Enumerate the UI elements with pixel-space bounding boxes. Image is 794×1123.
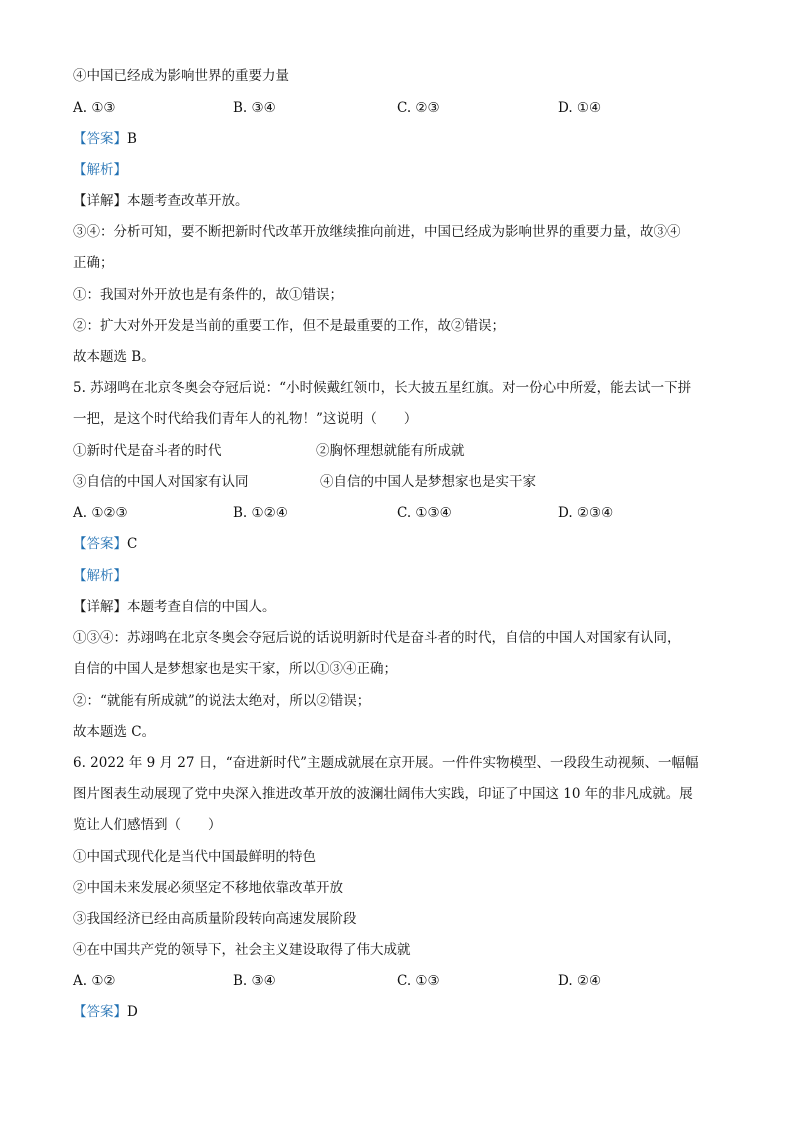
q5-item-4: ④自信的中国人是梦想家也是实干家 — [320, 474, 536, 490]
q4-detail: 【详解】本题考查改革开放。 — [73, 193, 249, 209]
answer-tag: 【答案】 — [73, 1004, 127, 1020]
answer-value: D — [127, 1004, 138, 1020]
q6-option-c: C. ①③ — [397, 973, 440, 989]
q6-item-2: ②中国未来发展必须坚定不移地依靠改革开放 — [73, 880, 343, 896]
q4-option-d: D. ①④ — [558, 100, 602, 116]
q5-answer — [73, 535, 137, 553]
q4-explanation-1b: 正确； — [73, 255, 114, 271]
q5-option-b: B. ①②④ — [233, 505, 288, 521]
q5-option-a: A. ①②③ — [73, 505, 128, 521]
q5-stem-1: 5. 苏翊鸣在北京冬奥会夺冠后说：“小时候戴红领巾，长大披五星红旗。对一份心中所爱，能去试一下拼 — [73, 380, 692, 396]
q5-detail: 【详解】本题考查自信的中国人。 — [73, 599, 276, 615]
q4-option-c: C. ②③ — [397, 100, 440, 116]
answer-tag: 【答案】 — [73, 536, 127, 552]
answer-value: C — [127, 536, 138, 552]
q4-answer — [73, 130, 137, 148]
answer-tag: 【答案】 — [73, 131, 127, 147]
q6-answer — [73, 1003, 138, 1021]
q6-stem-2: 图片图表生动展现了党中央深入推进改革开放的波澜壮阔伟大实践，印证了中国这 10 年的非凡成就。展 — [73, 786, 693, 802]
q5-option-d: D. ②③④ — [558, 505, 614, 521]
q4-option-a: A. ①③ — [73, 100, 116, 116]
answer-value: B — [127, 131, 137, 147]
q5-explanation-1a: ①③④：苏翊鸣在北京冬奥会夺冠后说的话说明新时代是奋斗者的时代，自信的中国人对国家有认同， — [73, 630, 681, 646]
q5-explanation-2: ②：“就能有所成就”的说法太绝对，所以②错误； — [73, 693, 371, 709]
q6-item-1: ①中国式现代化是当代中国最鲜明的特色 — [73, 849, 316, 865]
q4-conclusion: 故本题选 B。 — [73, 349, 155, 365]
q4-explanation-2: ①：我国对外开放也是有条件的，故①错误； — [73, 287, 343, 303]
q4-analysis-tag: 【解析】 — [73, 162, 127, 178]
q5-item-1: ①新时代是奋斗者的时代 — [73, 443, 222, 459]
q6-stem-1: 6. 2022 年 9 月 27 日，“奋进新时代”主题成就展在京开展。一件件实物模型、一段段生动视频、一幅幅 — [73, 755, 699, 771]
q4-explanation-3: ②：扩大对外开发是当前的重要工作，但不是最重要的工作，故②错误； — [73, 318, 505, 334]
q5-item-2: ②胸怀理想就能有所成就 — [316, 443, 465, 459]
q5-explanation-1b: 自信的中国人是梦想家也是实干家，所以①③④正确； — [73, 661, 397, 677]
q5-stem-2: 一把，是这个时代给我们青年人的礼物！”这说明（ ） — [73, 411, 418, 427]
q4-item-4: ④中国已经成为影响世界的重要力量 — [73, 68, 289, 84]
q6-option-b: B. ③④ — [233, 973, 276, 989]
q6-item-4: ④在中国共产党的领导下，社会主义建设取得了伟大成就 — [73, 942, 411, 958]
q6-option-d: D. ②④ — [558, 973, 602, 989]
q6-item-3: ③我国经济已经由高质量阶段转向高速发展阶段 — [73, 911, 357, 927]
q5-item-3: ③自信的中国人对国家有认同 — [73, 474, 249, 490]
q5-option-c: C. ①③④ — [397, 505, 452, 521]
q6-stem-3: 览让人们感悟到（ ） — [73, 817, 222, 833]
q6-option-a: A. ①② — [73, 973, 116, 989]
q4-explanation-1a: ③④：分析可知，要不断把新时代改革开放继续推向前进，中国已经成为影响世界的重要力量，故③④ — [73, 224, 681, 240]
q4-option-b: B. ③④ — [233, 100, 276, 116]
q5-analysis-tag: 【解析】 — [73, 568, 127, 584]
q5-conclusion: 故本题选 C。 — [73, 724, 156, 740]
